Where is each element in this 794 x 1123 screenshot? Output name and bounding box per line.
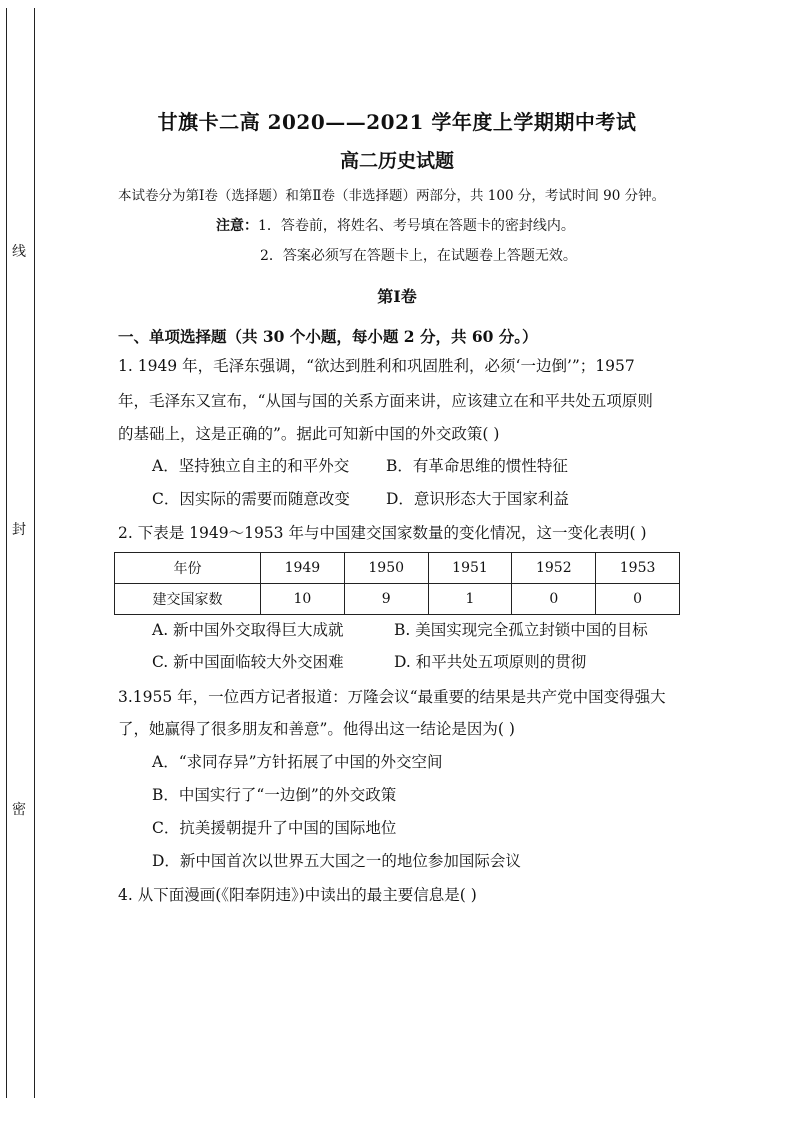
q1-option-a: A．坚持独立自主的和平外交 bbox=[152, 457, 350, 475]
table-count-cell: 0 bbox=[596, 584, 680, 615]
q1-option-b: B．有革命思维的惯性特征 bbox=[386, 457, 568, 475]
notice-text-1: 1．答卷前，将姓名、考号填在答题卡的密封线内。 bbox=[258, 218, 575, 234]
q2-option-c: C. 新中国面临较大外交困难 bbox=[152, 653, 344, 671]
table-row bbox=[115, 584, 680, 615]
notice-label: 注意： bbox=[216, 218, 258, 234]
q3-option-c: C．抗美援朝提升了中国的国际地位 bbox=[152, 819, 397, 837]
section-title: 一、单项选择题（共 30 个小题，每小题 2 分，共 60 分。） bbox=[118, 327, 538, 346]
binding-mark-feng: 封 bbox=[12, 522, 26, 538]
q2-option-d: D. 和平共处五项原则的贯彻 bbox=[394, 653, 587, 671]
table-header-label: 年份 bbox=[115, 553, 261, 584]
q2-option-a: A. 新中国外交取得巨大成就 bbox=[152, 621, 344, 639]
binding-mark-xian: 线 bbox=[12, 244, 26, 260]
q4-line-1: 4. 从下面漫画(《阳奉阴违》)中读出的最主要信息是( ) bbox=[118, 886, 477, 904]
table-count-cell: 1 bbox=[428, 584, 512, 615]
notice-line-2: 2．答案必须写在答题卡上，在试题卷上答题无效。 bbox=[260, 248, 577, 264]
q1-option-d: D．意识形态大于国家利益 bbox=[386, 490, 569, 508]
q1-line-2: 年，毛泽东又宣布，“从国与国的关系方面来讲，应该建立在和平共处五项原则 bbox=[118, 392, 653, 410]
table-count-cell: 10 bbox=[261, 584, 345, 615]
table-row bbox=[115, 553, 680, 584]
q2-option-b: B. 美国实现完全孤立封锁中国的目标 bbox=[394, 621, 648, 639]
table-year-cell: 1952 bbox=[512, 553, 596, 584]
part-heading: 第Ⅰ卷 bbox=[377, 287, 417, 306]
table-year-cell: 1951 bbox=[428, 553, 512, 584]
table-year-cell: 1953 bbox=[596, 553, 680, 584]
q3-option-b: B．中国实行了“一边倒”的外交政策 bbox=[152, 786, 397, 804]
binding-mark-mi: 密 bbox=[12, 802, 26, 818]
q3-option-d: D．新中国首次以世界五大国之一的地位参加国际会议 bbox=[152, 852, 521, 870]
q1-line-3: 的基础上，这是正确的”。据此可知新中国的外交政策( ) bbox=[118, 425, 500, 443]
exam-title: 甘旗卡二高 2020——2021 学年度上学期期中考试 bbox=[157, 110, 637, 134]
q2-line-1: 2. 下表是 1949～1953 年与中国建交国家数量的变化情况，这一变化表明( ) bbox=[118, 524, 647, 542]
table-row-label: 建交国家数 bbox=[115, 584, 261, 615]
q3-option-a: A．“求同存异”方针拓展了中国的外交空间 bbox=[152, 753, 443, 771]
q1-option-c: C．因实际的需要而随意改变 bbox=[152, 490, 350, 508]
q3-line-1: 3.1955 年，一位西方记者报道：万隆会议“最重要的结果是共产党中国变得强大 bbox=[118, 688, 666, 706]
table-year-cell: 1949 bbox=[261, 553, 345, 584]
diplomatic-relations-table bbox=[114, 552, 680, 615]
notice-line-1 bbox=[216, 216, 575, 236]
table-count-cell: 0 bbox=[512, 584, 596, 615]
intro-line: 本试卷分为第Ⅰ卷（选择题）和第Ⅱ卷（非选择题）两部分，共 100 分，考试时间 90 分钟。 bbox=[118, 188, 666, 204]
exam-subtitle: 高二历史试题 bbox=[339, 150, 454, 172]
q1-line-1: 1. 1949 年，毛泽东强调，“欲达到胜利和巩固胜利，必须‘一边倒’”；1957 bbox=[118, 357, 635, 375]
table-year-cell: 1950 bbox=[344, 553, 428, 584]
table-count-cell: 9 bbox=[344, 584, 428, 615]
q3-line-2: 了，她赢得了很多朋友和善意”。他得出这一结论是因为( ) bbox=[118, 720, 515, 738]
